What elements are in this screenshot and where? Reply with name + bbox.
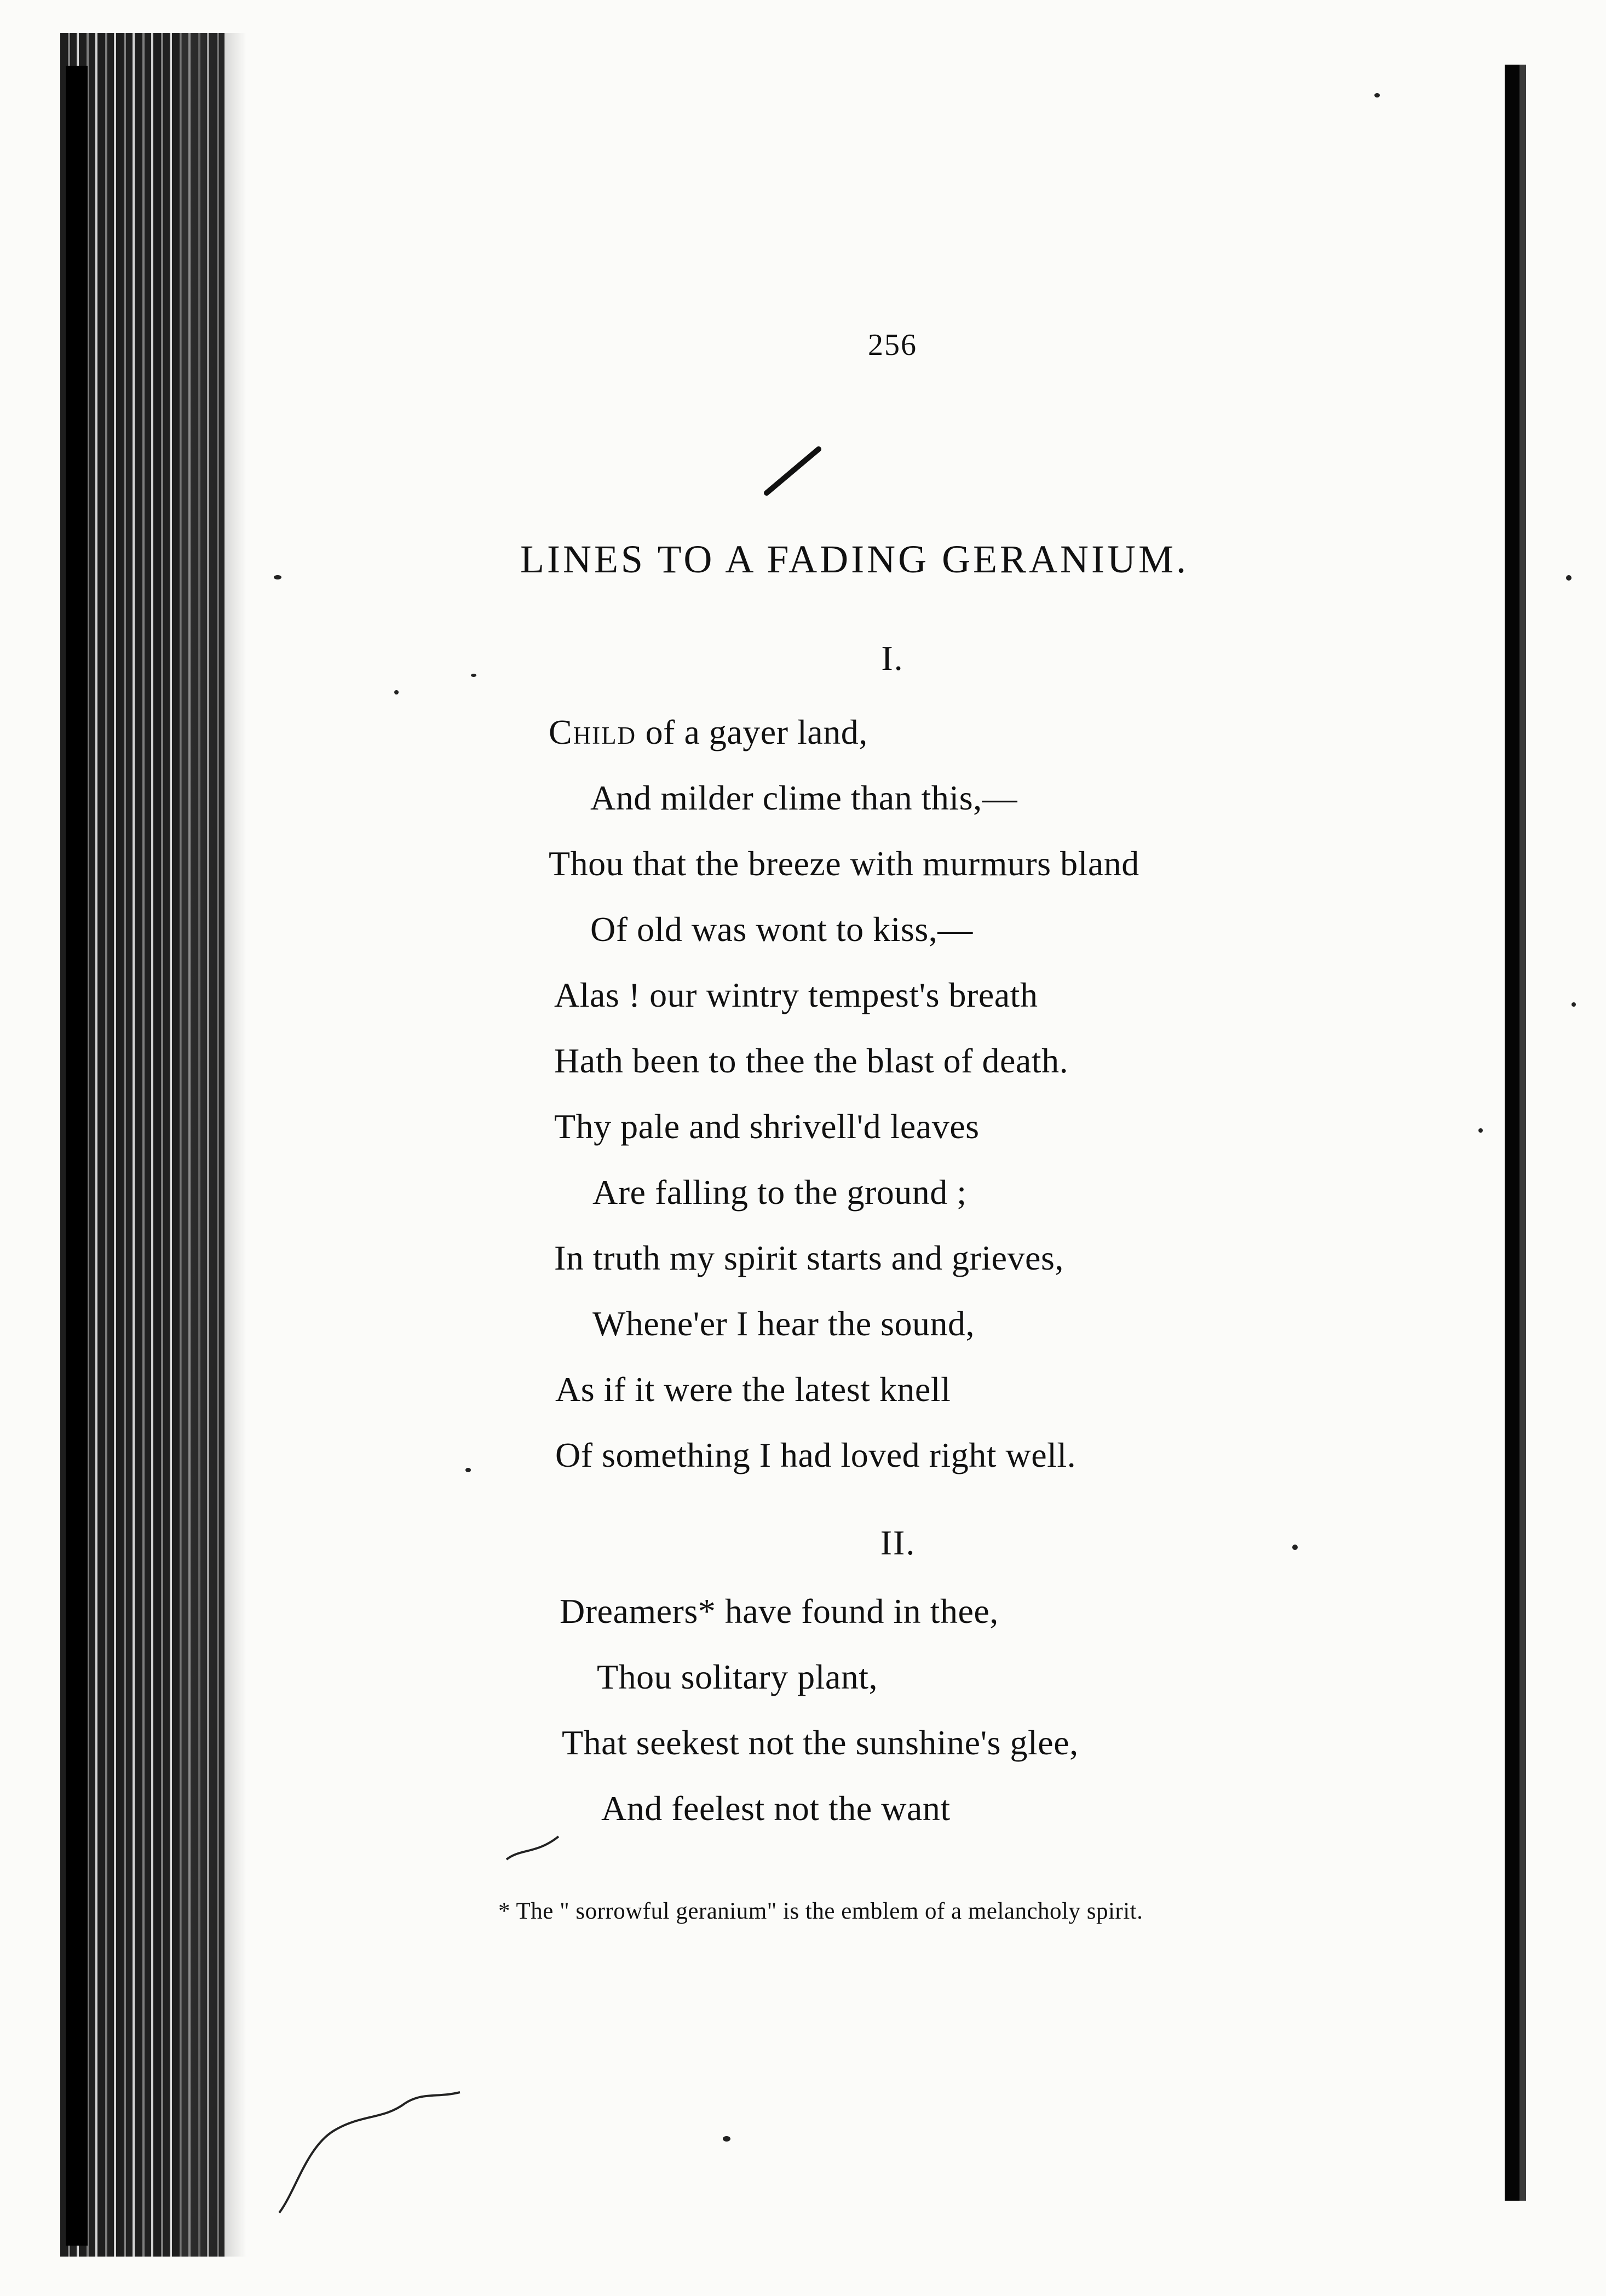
page-number: 256 — [868, 328, 917, 362]
poem-line: Alas ! our wintry tempest's breath — [554, 975, 1038, 1014]
scan-speck — [394, 690, 399, 694]
poem-line: Thy pale and shrivell'd leaves — [554, 1107, 980, 1146]
scan-speck — [1292, 1545, 1298, 1550]
poem-line: Thou solitary plant, — [597, 1657, 878, 1696]
poem-line: Whene'er I hear the sound, — [592, 1304, 975, 1343]
scan-speck — [723, 2136, 730, 2142]
poem-line: That seekest not the sunshine's glee, — [562, 1723, 1079, 1762]
poem-line: As if it were the latest knell — [555, 1370, 951, 1409]
poem-line: Are falling to the ground ; — [592, 1173, 967, 1212]
stanza-number: II. — [880, 1523, 916, 1562]
poem-line: Hath been to thee the blast of death. — [554, 1041, 1069, 1080]
scan-speck — [1572, 1002, 1576, 1007]
scan-speck — [465, 1468, 471, 1472]
footnote: * The " sorrowful geranium" is the emblem of a melancholy spirit. — [498, 1898, 1143, 1924]
poem-line-rest: of a gayer land, — [636, 713, 868, 751]
poem-line: Of old was wont to kiss,— — [590, 910, 973, 949]
poem-line: Dreamers* have found in thee, — [560, 1592, 999, 1631]
binding-gradient — [181, 33, 246, 2257]
scan-speck — [1478, 1128, 1483, 1133]
scan-speck — [1566, 575, 1572, 581]
right-page-edge-inner — [1519, 65, 1526, 2201]
scan-speck — [1374, 93, 1380, 97]
poem-line: And feelest not the want — [601, 1789, 951, 1828]
poem-line — [549, 712, 868, 753]
pen-scribble — [504, 1832, 564, 1865]
poem-line-first-word: Child — [549, 713, 637, 751]
poem-line: In truth my spirit starts and grieves, — [554, 1238, 1064, 1277]
scan-speck — [274, 575, 281, 579]
pen-scribble — [274, 2081, 482, 2224]
poem-line: Of something I had loved right well. — [555, 1436, 1077, 1474]
scan-speck — [471, 674, 476, 677]
pen-stroke-mark — [761, 444, 827, 498]
stanza-number: I. — [881, 639, 904, 678]
poem-line: And milder clime than this,— — [590, 778, 1018, 817]
binding-shadow — [66, 66, 88, 2246]
poem-title: LINES TO A FADING GERANIUM. — [520, 537, 1189, 581]
poem-line: Thou that the breeze with murmurs bland — [549, 844, 1139, 883]
